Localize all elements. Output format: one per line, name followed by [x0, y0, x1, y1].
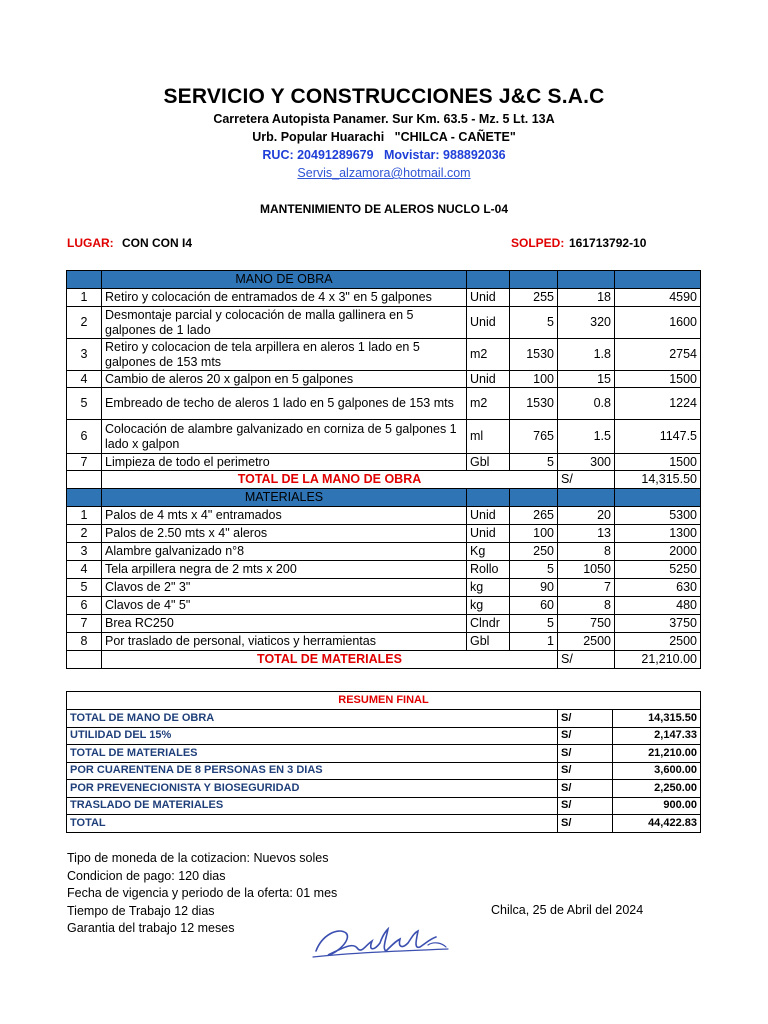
item-unit: kg: [467, 579, 510, 597]
table-row: [67, 561, 701, 579]
table-row: [67, 307, 701, 339]
summary-row: [67, 727, 701, 745]
item-unit-price: 20: [558, 507, 615, 525]
item-unit: Kg: [467, 543, 510, 561]
summary-currency: S/: [558, 727, 613, 745]
item-description: Por traslado de personal, viaticos y herramientas: [102, 633, 467, 651]
header-blank: [67, 271, 102, 289]
header-blank: [467, 271, 510, 289]
item-unit: m2: [467, 339, 510, 371]
summary-row: [67, 710, 701, 728]
item-quantity: 250: [510, 543, 558, 561]
item-number: 8: [67, 633, 102, 651]
summary-currency: S/: [558, 745, 613, 763]
summary-currency: S/: [558, 762, 613, 780]
address-line-1: Carretera Autopista Panamer. Sur Km. 63.5 - Mz. 5 Lt. 13A: [213, 112, 555, 126]
summary-row: [67, 780, 701, 798]
item-total: 1500: [615, 371, 701, 388]
item-unit-price: 1050: [558, 561, 615, 579]
item-number: 7: [67, 615, 102, 633]
item-quantity: 100: [510, 525, 558, 543]
signature-icon: [308, 915, 458, 965]
item-total: 4590: [615, 289, 701, 307]
item-total: 5300: [615, 507, 701, 525]
item-unit: Gbl: [467, 633, 510, 651]
item-number: 7: [67, 454, 102, 471]
item-total: 2500: [615, 633, 701, 651]
item-total: 5250: [615, 561, 701, 579]
email-link[interactable]: Servis_alzamora@hotmail.com: [297, 166, 471, 180]
summary-currency: S/: [558, 710, 613, 728]
table-row: [67, 543, 701, 561]
document-title: MANTENIMIENTO DE ALEROS NUCLO L-04: [259, 202, 508, 216]
item-description: Clavos de 4" 5": [102, 597, 467, 615]
item-unit-price: 1.5: [558, 420, 615, 454]
item-unit: Unid: [467, 307, 510, 339]
item-number: 4: [67, 371, 102, 388]
item-unit-price: 13: [558, 525, 615, 543]
terms-line: Condicion de pago: 120 dias: [67, 868, 226, 883]
table-row: [67, 525, 701, 543]
item-quantity: 5: [510, 561, 558, 579]
header-blank: [67, 489, 102, 507]
item-unit-price: 15: [558, 371, 615, 388]
section-total-currency: S/: [558, 471, 615, 489]
item-number: 5: [67, 579, 102, 597]
item-unit-price: 300: [558, 454, 615, 471]
item-unit: kg: [467, 597, 510, 615]
table-row: [67, 579, 701, 597]
item-description: Palos de 2.50 mts x 4" aleros: [102, 525, 467, 543]
item-unit-price: 1.8: [558, 339, 615, 371]
summary-value: 14,315.50: [613, 710, 701, 728]
summary-value: 2,147.33: [613, 727, 701, 745]
summary-value: 3,600.00: [613, 762, 701, 780]
item-number: 6: [67, 597, 102, 615]
address-line-2: Urb. Popular Huarachi "CHILCA - CAÑETE": [252, 130, 516, 144]
header-blank: [615, 489, 701, 507]
total-blank: [67, 471, 102, 489]
item-description: Desmontaje parcial y colocación de malla gallinera en 5 galpones de 1 lado: [102, 307, 467, 339]
item-total: 1224: [615, 388, 701, 420]
item-total: 1147.5: [615, 420, 701, 454]
header-blank: [510, 489, 558, 507]
header-blank: [558, 489, 615, 507]
section-total-label: TOTAL DE LA MANO DE OBRA: [102, 471, 558, 489]
header-blank: [558, 271, 615, 289]
summary-value: 21,210.00: [613, 745, 701, 763]
item-quantity: 1530: [510, 388, 558, 420]
summary-row: [67, 815, 701, 833]
terms-line: Garantia del trabajo 12 meses: [67, 921, 235, 935]
item-unit: ml: [467, 420, 510, 454]
summary-row: [67, 745, 701, 763]
table-row: [67, 339, 701, 371]
company-name: SERVICIO Y CONSTRUCCIONES J&C S.A.C: [163, 85, 605, 108]
item-number: 5: [67, 388, 102, 420]
summary-row: [67, 797, 701, 815]
item-unit-price: 2500: [558, 633, 615, 651]
summary-currency: S/: [558, 797, 613, 815]
item-number: 2: [67, 307, 102, 339]
summary-table: [66, 691, 701, 833]
terms-line: Tipo de moneda de la cotizacion: Nuevos soles: [67, 851, 329, 865]
item-quantity: 1: [510, 633, 558, 651]
summary-label: UTILIDAD DEL 15%: [67, 727, 558, 745]
item-unit-price: 8: [558, 543, 615, 561]
ruc-phone: RUC: 20491289679 Movistar: 988892036: [262, 148, 506, 162]
section-total-row: [67, 471, 701, 489]
item-unit: Unid: [467, 289, 510, 307]
item-quantity: 100: [510, 371, 558, 388]
item-total: 2754: [615, 339, 701, 371]
item-unit-price: 8: [558, 597, 615, 615]
item-quantity: 265: [510, 507, 558, 525]
solped-value: 161713792-10: [569, 236, 647, 250]
item-quantity: 90: [510, 579, 558, 597]
table-row: [67, 371, 701, 388]
table-row: [67, 289, 701, 307]
section-header: MATERIALES: [102, 489, 467, 507]
section-header: MANO DE OBRA: [102, 271, 467, 289]
section-header-row: [67, 271, 701, 289]
item-quantity: 1530: [510, 339, 558, 371]
item-description: Colocación de alambre galvanizado en corniza de 5 galpones 1 lado x galpon: [102, 420, 467, 454]
item-quantity: 5: [510, 454, 558, 471]
summary-value: 44,422.83: [613, 815, 701, 833]
section-total-value: 21,210.00: [615, 651, 701, 669]
item-quantity: 255: [510, 289, 558, 307]
terms-line: Tiempo de Trabajo 12 dias: [67, 903, 215, 918]
table-row: [67, 615, 701, 633]
summary-label: TRASLADO DE MATERIALES: [67, 797, 558, 815]
table-row: [67, 507, 701, 525]
item-total: 630: [615, 579, 701, 597]
item-description: Cambio de aleros 20 x galpon en 5 galpones: [102, 371, 467, 388]
signature-date: Chilca, 25 de Abril del 2024: [491, 903, 644, 917]
summary-value: 2,250.00: [613, 780, 701, 798]
table-row: [67, 420, 701, 454]
item-quantity: 765: [510, 420, 558, 454]
item-number: 3: [67, 339, 102, 371]
item-unit: Unid: [467, 525, 510, 543]
lugar-value: CON CON I4: [122, 236, 193, 250]
item-description: Tela arpillera negra de 2 mts x 200: [102, 561, 467, 579]
table-row: [67, 597, 701, 615]
item-number: 2: [67, 525, 102, 543]
item-description: Palos de 4 mts x 4" entramados: [102, 507, 467, 525]
item-quantity: 60: [510, 597, 558, 615]
header-blank: [467, 489, 510, 507]
item-total: 480: [615, 597, 701, 615]
item-total: 3750: [615, 615, 701, 633]
summary-label: TOTAL DE MATERIALES: [67, 745, 558, 763]
item-number: 4: [67, 561, 102, 579]
solped-label: SOLPED:: [511, 236, 565, 250]
quotation-table: [66, 270, 701, 669]
item-total: 1500: [615, 454, 701, 471]
item-quantity: 5: [510, 307, 558, 339]
summary-title: RESUMEN FINAL: [67, 692, 701, 710]
item-number: 3: [67, 543, 102, 561]
item-number: 1: [67, 289, 102, 307]
section-header-row: [67, 489, 701, 507]
summary-label: TOTAL: [67, 815, 558, 833]
item-unit: Clndr: [467, 615, 510, 633]
table-row: [67, 454, 701, 471]
terms-line: Fecha de vigencia y periodo de la oferta: 01 mes: [67, 886, 338, 900]
item-unit-price: 0.8: [558, 388, 615, 420]
section-total-value: 14,315.50: [615, 471, 701, 489]
summary-label: POR CUARENTENA DE 8 PERSONAS EN 3 DIAS: [67, 762, 558, 780]
total-blank: [67, 651, 102, 669]
item-unit-price: 750: [558, 615, 615, 633]
item-unit: Gbl: [467, 454, 510, 471]
header-blank: [615, 271, 701, 289]
section-total-currency: S/: [558, 651, 615, 669]
summary-title-row: [67, 692, 701, 710]
item-description: Retiro y colocacion de tela arpillera en aleros 1 lado en 5 galpones de 153 mts: [102, 339, 467, 371]
item-unit: m2: [467, 388, 510, 420]
summary-currency: S/: [558, 815, 613, 833]
item-number: 1: [67, 507, 102, 525]
summary-label: POR PREVENECIONISTA Y BIOSEGURIDAD: [67, 780, 558, 798]
header-blank: [510, 271, 558, 289]
section-total-label: TOTAL DE MATERIALES: [102, 651, 558, 669]
item-total: 2000: [615, 543, 701, 561]
table-row: [67, 633, 701, 651]
summary-label: TOTAL DE MANO DE OBRA: [67, 710, 558, 728]
summary-currency: S/: [558, 780, 613, 798]
item-description: Clavos de 2" 3": [102, 579, 467, 597]
section-total-row: [67, 651, 701, 669]
item-unit: Rollo: [467, 561, 510, 579]
item-description: Limpieza de todo el perimetro: [102, 454, 467, 471]
item-unit-price: 7: [558, 579, 615, 597]
table-row: [67, 388, 701, 420]
item-description: Embreado de techo de aleros 1 lado en 5 galpones de 153 mts: [102, 388, 467, 420]
summary-value: 900.00: [613, 797, 701, 815]
item-unit-price: 320: [558, 307, 615, 339]
item-description: Retiro y colocación de entramados de 4 x 3" en 5 galpones: [102, 289, 467, 307]
item-unit: Unid: [467, 371, 510, 388]
item-quantity: 5: [510, 615, 558, 633]
item-unit: Unid: [467, 507, 510, 525]
item-total: 1600: [615, 307, 701, 339]
item-description: Alambre galvanizado n°8: [102, 543, 467, 561]
summary-row: [67, 762, 701, 780]
item-description: Brea RC250: [102, 615, 467, 633]
item-unit-price: 18: [558, 289, 615, 307]
item-number: 6: [67, 420, 102, 454]
lugar-label: LUGAR:: [67, 236, 114, 250]
item-total: 1300: [615, 525, 701, 543]
terms-block: [67, 850, 337, 938]
